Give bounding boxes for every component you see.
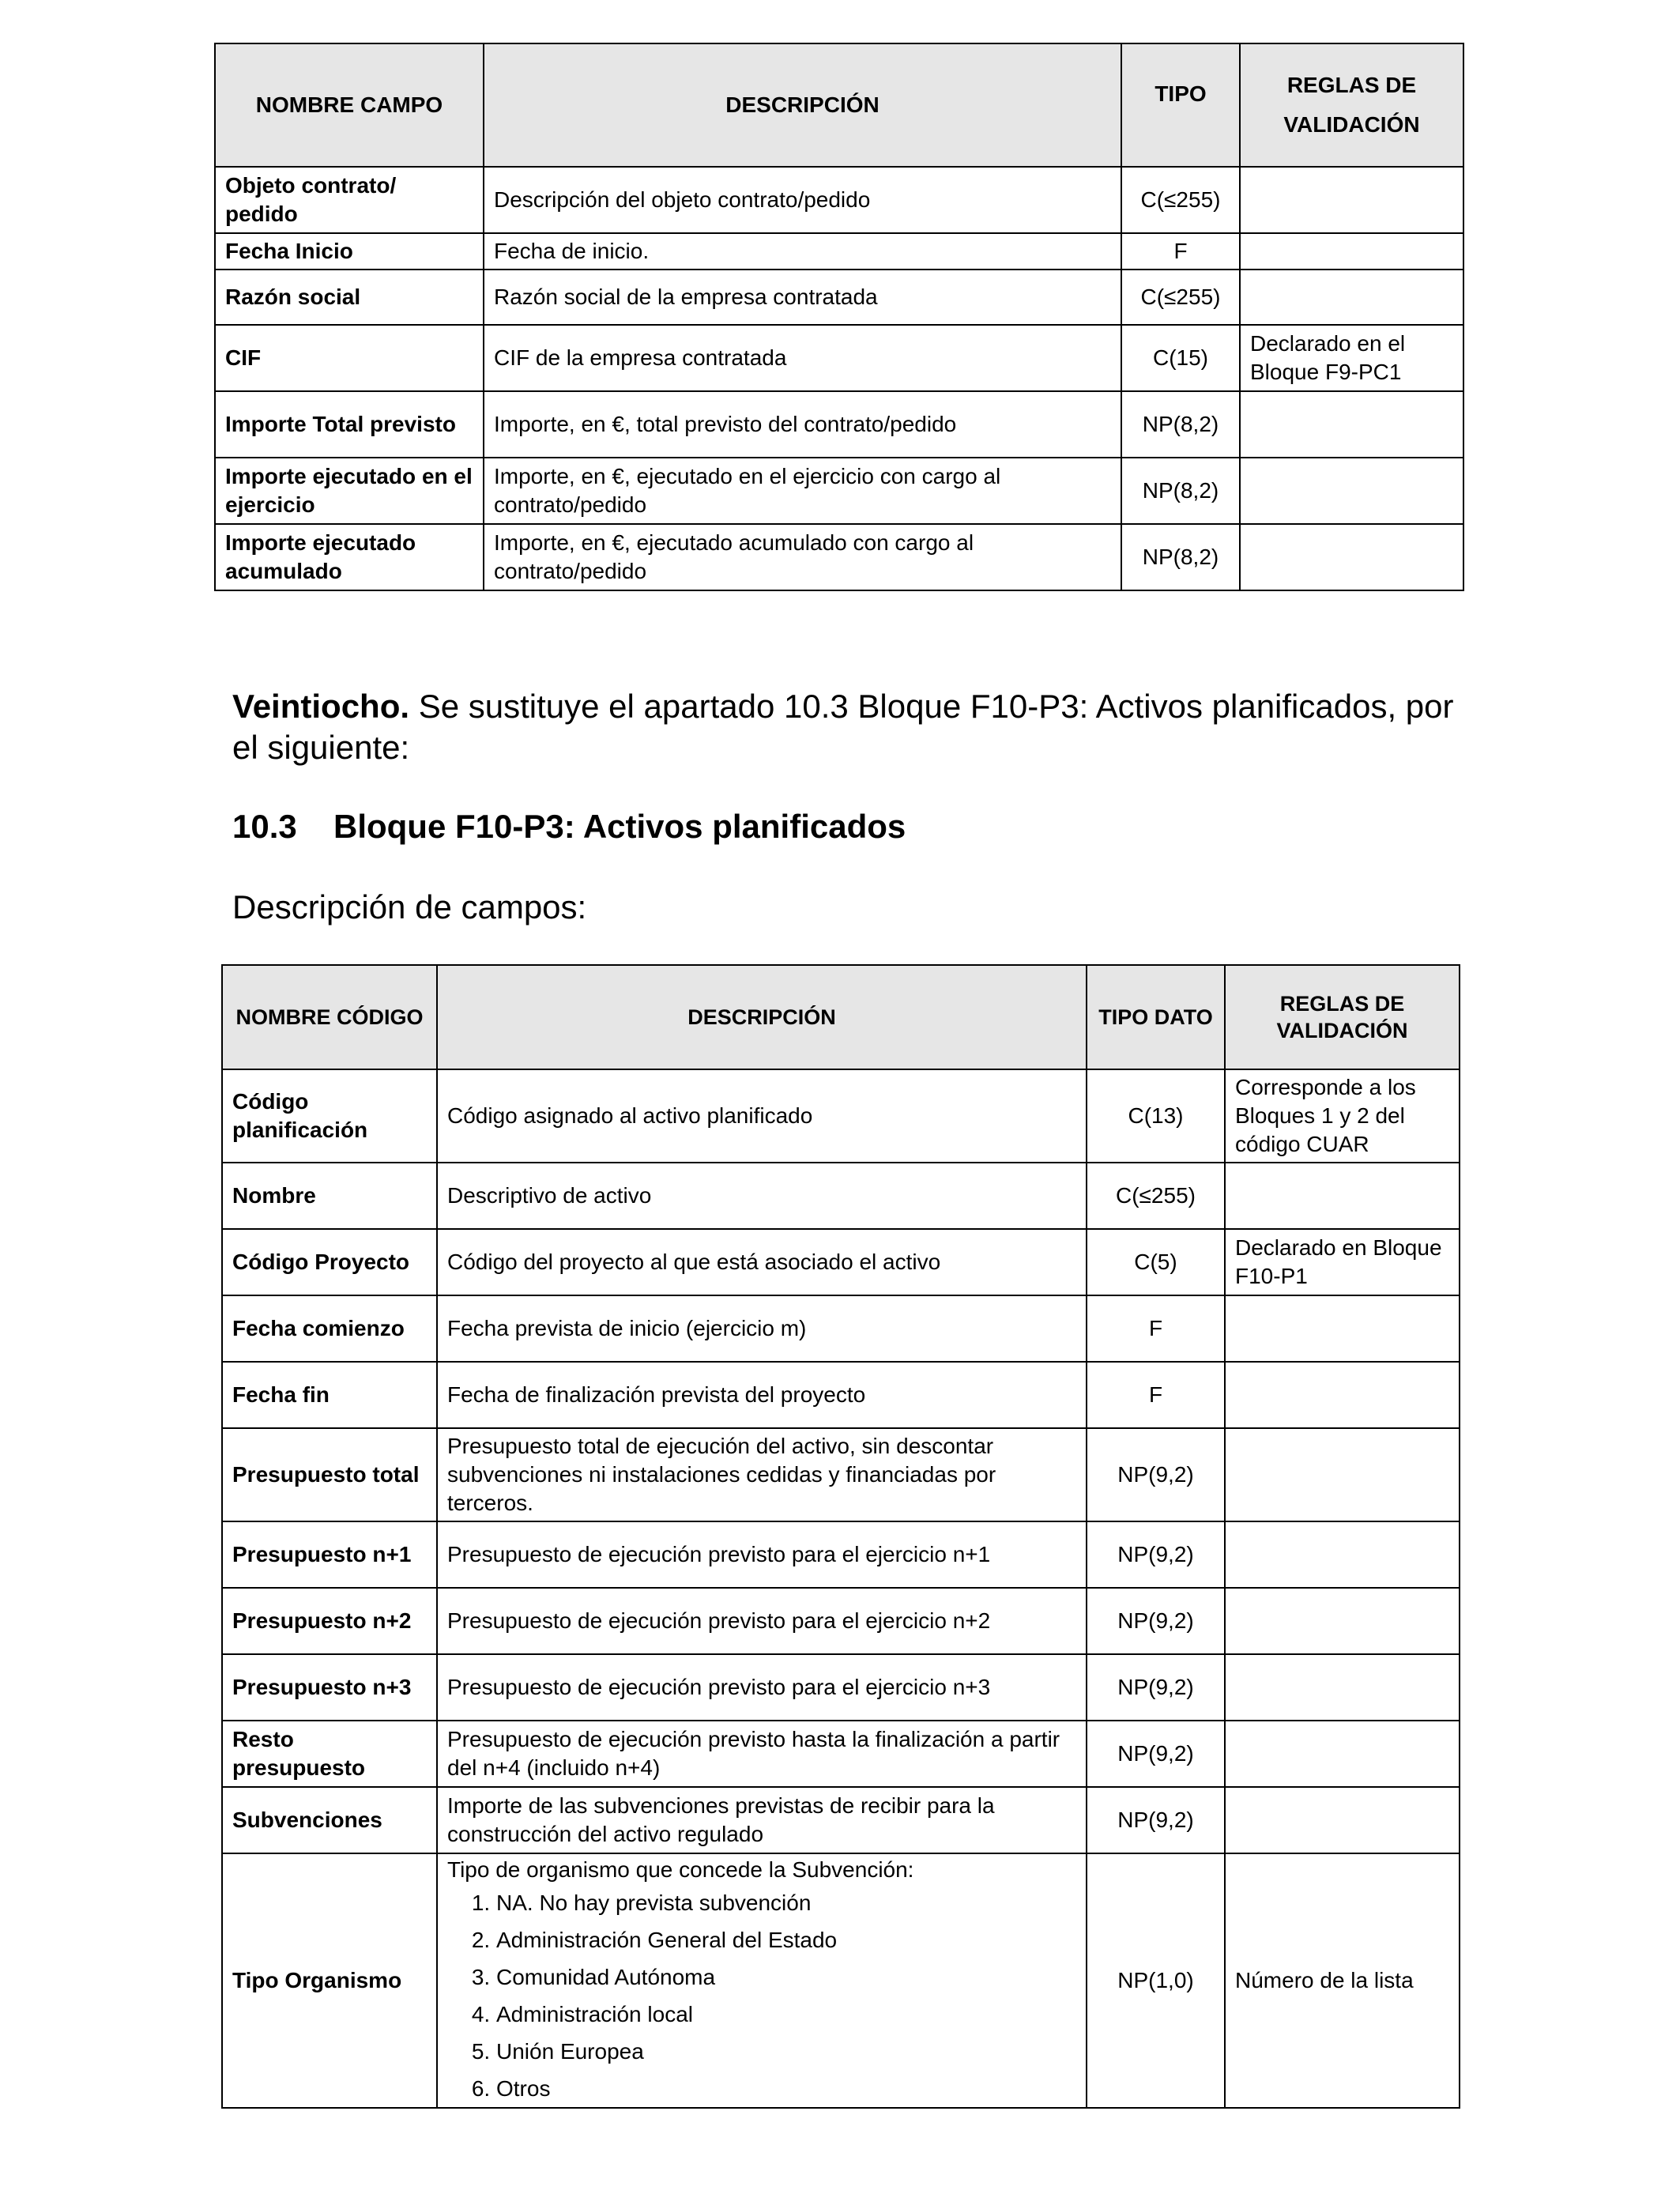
header-descripcion: DESCRIPCIÓN — [484, 43, 1121, 167]
header-nombre-codigo: NOMBRE CÓDIGO — [222, 965, 437, 1069]
field-description: Código del proyecto al que está asociado el activo — [437, 1229, 1087, 1295]
field-rules — [1225, 1787, 1460, 1853]
field-description: Descriptivo de activo — [437, 1163, 1087, 1229]
field-rules — [1240, 233, 1463, 270]
amendment-text: Se sustituye el apartado 10.3 Bloque F10-P3: Activos planificados, por el siguiente: — [232, 688, 1454, 766]
field-name: Código Proyecto — [222, 1229, 437, 1295]
field-rules — [1225, 1362, 1460, 1428]
organism-type-list — [447, 1884, 1076, 2107]
amendment-paragraph — [232, 686, 1481, 768]
field-rules — [1225, 1428, 1460, 1521]
field-type: NP(9,2) — [1087, 1654, 1225, 1721]
field-name: Razón social — [215, 270, 484, 325]
field-type: C(≤255) — [1087, 1163, 1225, 1229]
field-name: Objeto contrato/ pedido — [215, 167, 484, 233]
table-row — [222, 1428, 1460, 1521]
field-type: C(13) — [1087, 1069, 1225, 1163]
field-name: Importe ejecutado en el ejercicio — [215, 458, 484, 524]
field-type: C(5) — [1087, 1229, 1225, 1295]
field-rules — [1225, 1295, 1460, 1362]
table-row — [222, 1229, 1460, 1295]
list-item: 4. Administración local — [496, 1996, 1076, 2033]
fields-description-label: Descripción de campos: — [232, 888, 587, 925]
field-rules — [1225, 1521, 1460, 1588]
field-rules: Corresponde a los Bloques 1 y 2 del código CUAR — [1225, 1069, 1460, 1163]
field-description — [437, 1853, 1087, 2108]
field-description: Importe de las subvenciones previstas de recibir para la construcción del activo regulado — [437, 1787, 1087, 1853]
field-rules — [1240, 524, 1463, 590]
table-row — [222, 1654, 1460, 1721]
field-name: Fecha comienzo — [222, 1295, 437, 1362]
field-name: Tipo Organismo — [222, 1853, 437, 2108]
table-row — [222, 1787, 1460, 1853]
field-description: Presupuesto de ejecución previsto hasta la finalización a partir del n+4 (incluido n+4) — [437, 1721, 1087, 1787]
table-row — [222, 1521, 1460, 1588]
field-description: Importe, en €, ejecutado acumulado con cargo al contrato/pedido — [484, 524, 1121, 590]
field-type: NP(8,2) — [1121, 458, 1240, 524]
header-tipo: TIPO — [1121, 43, 1240, 167]
field-description: Fecha prevista de inicio (ejercicio m) — [437, 1295, 1087, 1362]
table-row — [222, 1721, 1460, 1787]
table-row — [222, 1588, 1460, 1654]
field-rules — [1240, 391, 1463, 458]
list-item: 5. Unión Europea — [496, 2033, 1076, 2070]
field-description: Fecha de inicio. — [484, 233, 1121, 270]
table-row — [222, 1163, 1460, 1229]
field-description: Importe, en €, total previsto del contrato/pedido — [484, 391, 1121, 458]
header-descripcion: DESCRIPCIÓN — [437, 965, 1087, 1069]
header-nombre-campo: NOMBRE CAMPO — [215, 43, 484, 167]
table-row — [215, 325, 1463, 391]
field-rules: Declarado en el Bloque F9-PC1 — [1240, 325, 1463, 391]
field-description: Importe, en €, ejecutado en el ejercicio con cargo al contrato/pedido — [484, 458, 1121, 524]
field-name: Importe ejecutado acumulado — [215, 524, 484, 590]
field-description: Presupuesto de ejecución previsto para el ejercicio n+3 — [437, 1654, 1087, 1721]
field-rules — [1240, 167, 1463, 233]
fields-table-contracts — [214, 43, 1464, 591]
field-description: Descripción del objeto contrato/pedido — [484, 167, 1121, 233]
field-rules — [1225, 1588, 1460, 1654]
field-rules — [1225, 1654, 1460, 1721]
table-row — [222, 1362, 1460, 1428]
field-rules — [1225, 1163, 1460, 1229]
section-heading — [232, 806, 906, 847]
field-name: Fecha fin — [222, 1362, 437, 1428]
field-type: F — [1087, 1362, 1225, 1428]
table-row — [215, 458, 1463, 524]
field-type: NP(1,0) — [1087, 1853, 1225, 2108]
field-name: Presupuesto n+1 — [222, 1521, 437, 1588]
field-description: Presupuesto total de ejecución del activo, sin descontar subvenciones ni instalaciones cedidas y financiadas por terceros. — [437, 1428, 1087, 1521]
section-title: Bloque F10-P3: Activos planificados — [333, 808, 906, 845]
field-name: Presupuesto n+3 — [222, 1654, 437, 1721]
field-type: NP(8,2) — [1121, 391, 1240, 458]
table-header-row — [215, 43, 1463, 167]
table-row — [215, 270, 1463, 325]
table-row — [215, 167, 1463, 233]
field-description: Razón social de la empresa contratada — [484, 270, 1121, 325]
header-reglas: REGLAS DE VALIDACIÓN — [1225, 965, 1460, 1069]
table-row — [215, 524, 1463, 590]
field-description: Presupuesto de ejecución previsto para el ejercicio n+1 — [437, 1521, 1087, 1588]
field-rules — [1225, 1721, 1460, 1787]
table-row — [222, 1069, 1460, 1163]
field-type: F — [1087, 1295, 1225, 1362]
list-item: 1. NA. No hay prevista subvención — [496, 1884, 1076, 1921]
field-type: NP(8,2) — [1121, 524, 1240, 590]
field-rules: Declarado en Bloque F10-P1 — [1225, 1229, 1460, 1295]
field-rules: Número de la lista — [1225, 1853, 1460, 2108]
amendment-lead: Veintiocho. — [232, 688, 410, 725]
field-name: Importe Total previsto — [215, 391, 484, 458]
field-name: CIF — [215, 325, 484, 391]
fields-table-planned-assets — [221, 964, 1460, 2109]
header-reglas: REGLAS DE VALIDACIÓN — [1240, 43, 1463, 167]
section-number: 10.3 — [232, 808, 297, 845]
list-item: 3. Comunidad Autónoma — [496, 1958, 1076, 1996]
table-header-row — [222, 965, 1460, 1069]
field-description: CIF de la empresa contratada — [484, 325, 1121, 391]
list-item: 2. Administración General del Estado — [496, 1921, 1076, 1958]
field-name: Resto presupuesto — [222, 1721, 437, 1787]
header-tipo-dato: TIPO DATO — [1087, 965, 1225, 1069]
table-row — [222, 1295, 1460, 1362]
table-row — [215, 391, 1463, 458]
field-type: NP(9,2) — [1087, 1721, 1225, 1787]
field-type: NP(9,2) — [1087, 1521, 1225, 1588]
field-type: NP(9,2) — [1087, 1428, 1225, 1521]
field-name: Fecha Inicio — [215, 233, 484, 270]
table-row — [215, 233, 1463, 270]
field-type: C(≤255) — [1121, 167, 1240, 233]
field-name: Presupuesto total — [222, 1428, 437, 1521]
field-name: Código planificación — [222, 1069, 437, 1163]
field-description: Fecha de finalización prevista del proyecto — [437, 1362, 1087, 1428]
field-type: C(≤255) — [1121, 270, 1240, 325]
field-description: Código asignado al activo planificado — [437, 1069, 1087, 1163]
list-intro: Tipo de organismo que concede la Subvención: — [447, 1857, 914, 1882]
field-name: Subvenciones — [222, 1787, 437, 1853]
field-name: Presupuesto n+2 — [222, 1588, 437, 1654]
table-row — [222, 1853, 1460, 2108]
field-name: Nombre — [222, 1163, 437, 1229]
field-type: NP(9,2) — [1087, 1787, 1225, 1853]
field-rules — [1240, 458, 1463, 524]
field-type: NP(9,2) — [1087, 1588, 1225, 1654]
field-type: F — [1121, 233, 1240, 270]
field-description: Presupuesto de ejecución previsto para el ejercicio n+2 — [437, 1588, 1087, 1654]
field-type: C(15) — [1121, 325, 1240, 391]
field-rules — [1240, 270, 1463, 325]
list-item: 6. Otros — [496, 2070, 1076, 2107]
